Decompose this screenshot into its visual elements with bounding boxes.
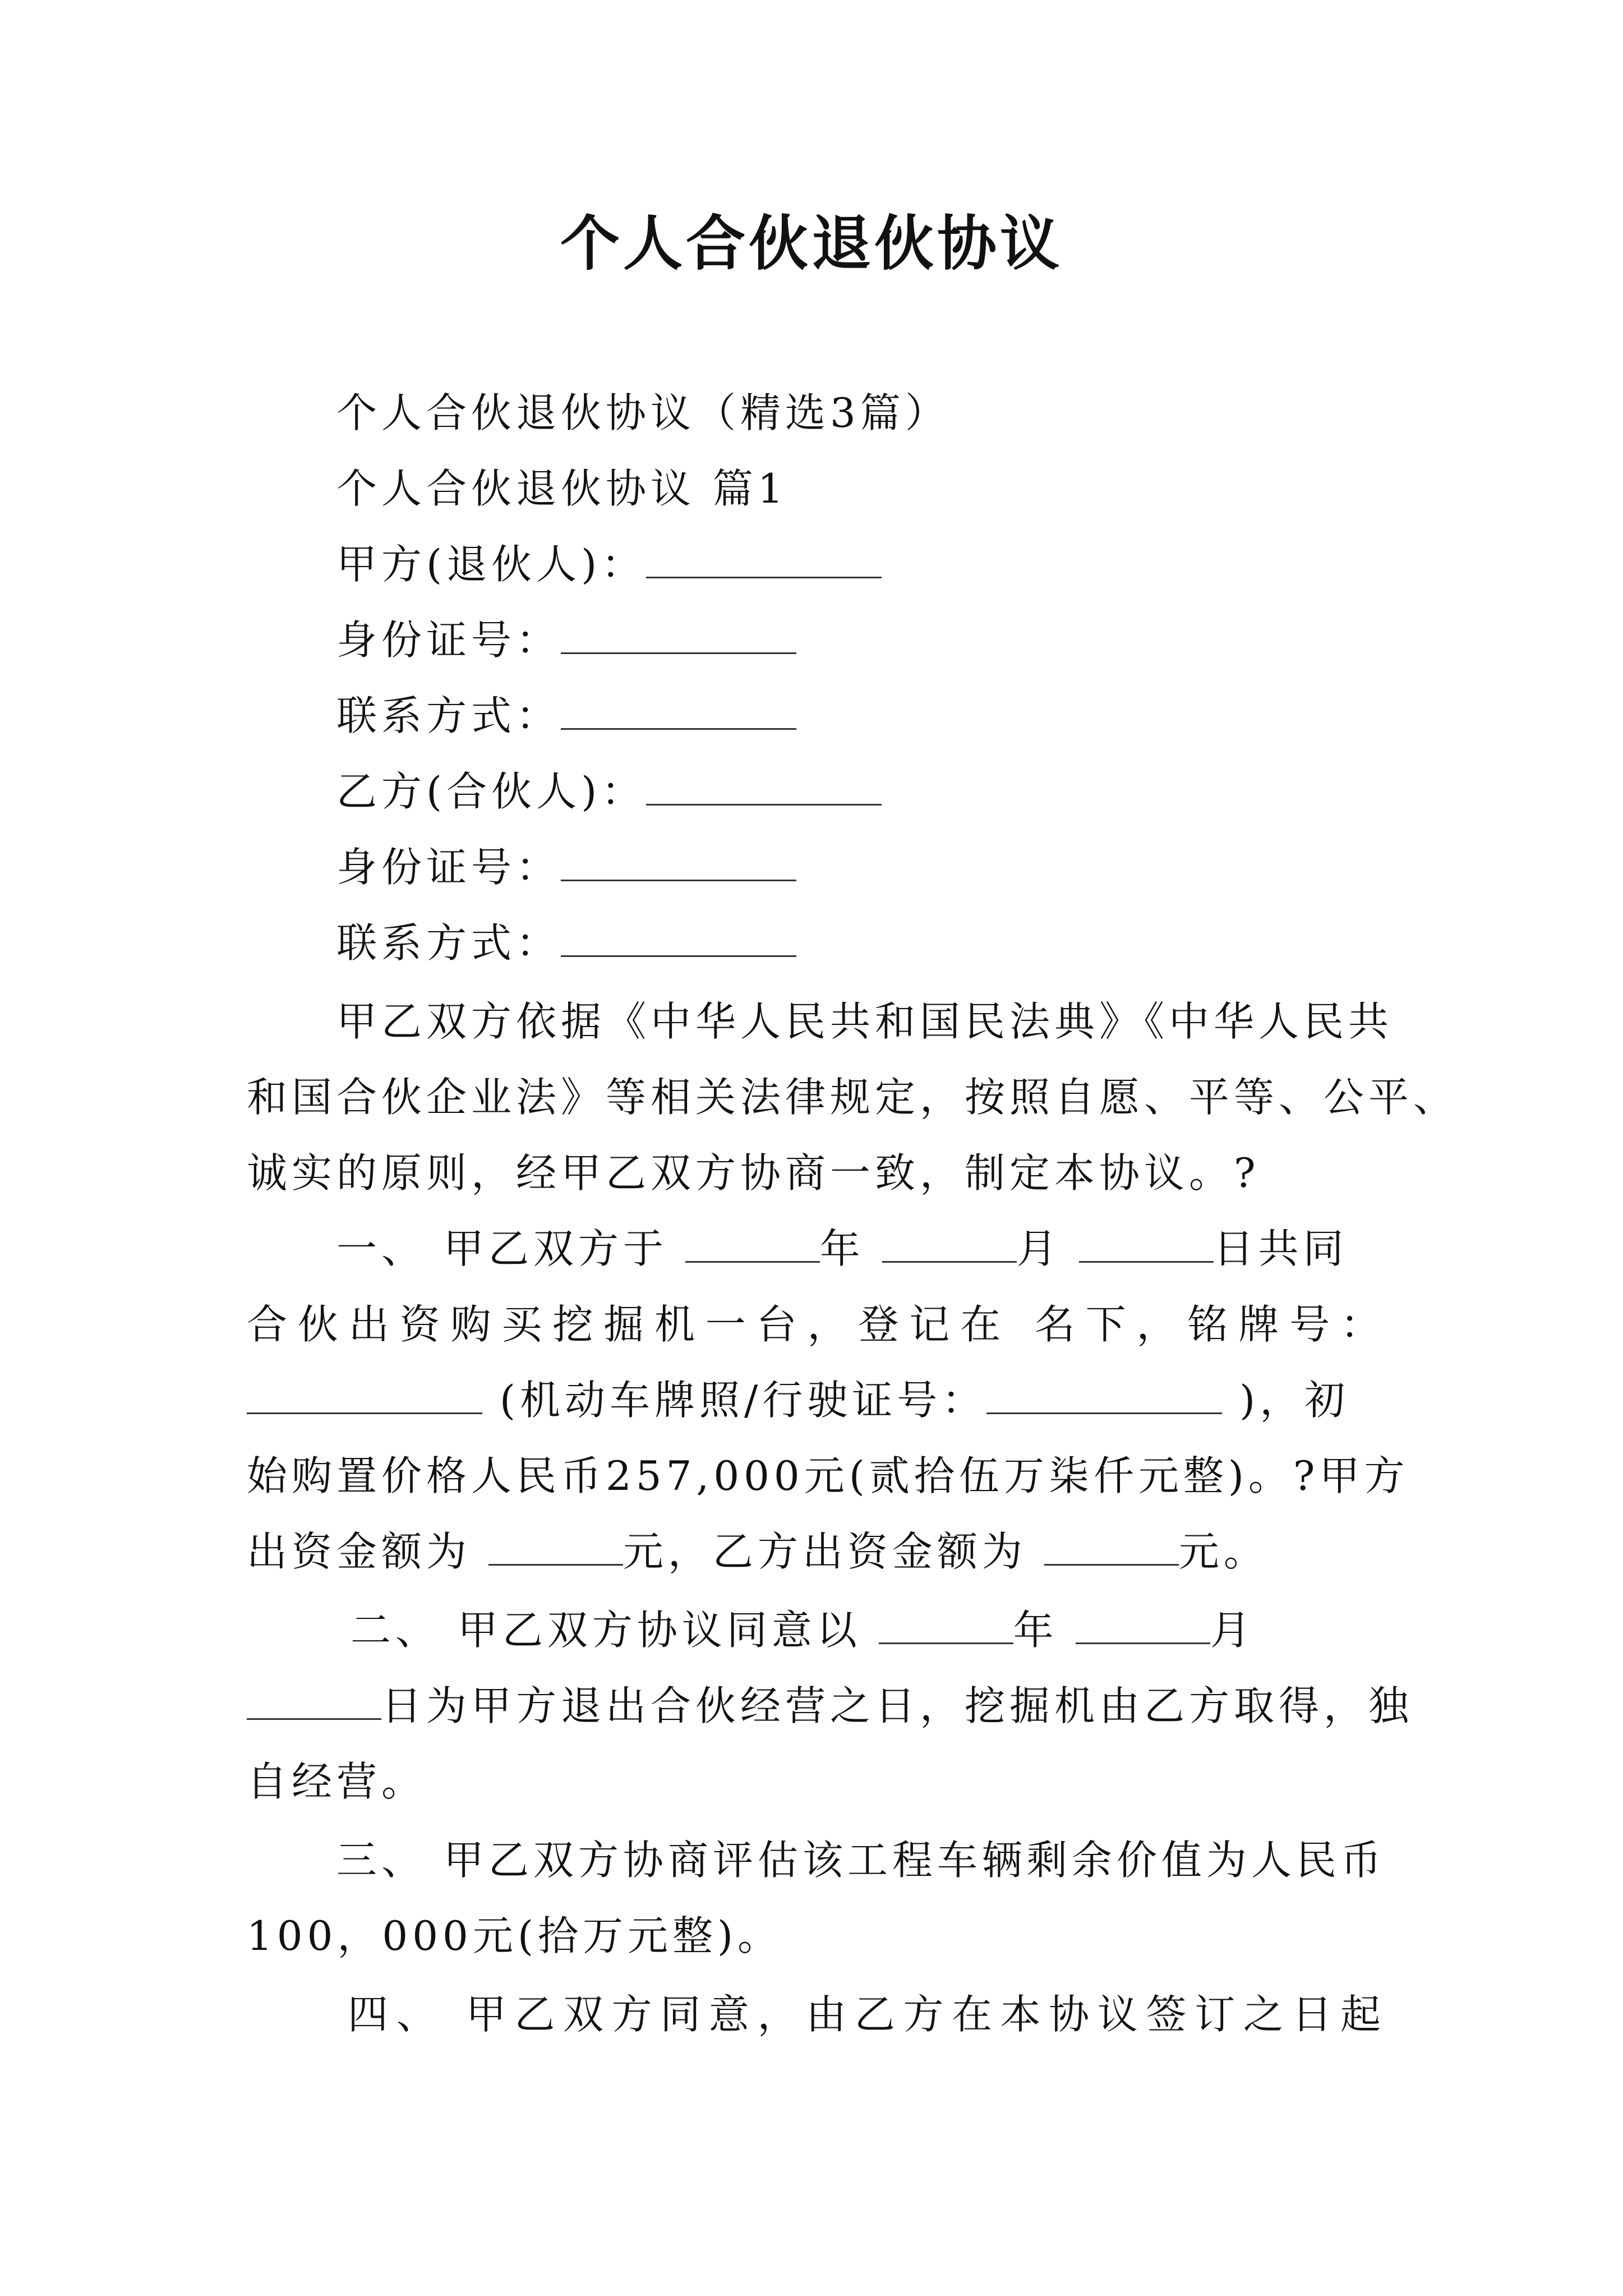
- clause-1-day-text: 日共同: [1213, 1225, 1348, 1272]
- day-blank: [1079, 1258, 1214, 1263]
- party-b-amount-label: 元，乙方出资金额为: [623, 1528, 1027, 1575]
- nameplate-blank: [247, 1409, 482, 1414]
- clause-1-line-3-end: )，初: [1239, 1377, 1350, 1424]
- month-blank: [882, 1258, 1017, 1263]
- party-a-field: [336, 541, 1385, 588]
- clause-2-line-1: [351, 1607, 1385, 1654]
- contact-b-blank: [561, 952, 796, 957]
- id-a-blank: [561, 649, 796, 654]
- id-a-field: [336, 616, 1385, 664]
- clause-1-line-5: [247, 1528, 1385, 1575]
- document-title: 个人合伙退伙协议: [560, 208, 1063, 278]
- clause-2-line-2-text: 日为甲方退出合伙经营之日，挖掘机由乙方取得，独: [381, 1682, 1414, 1729]
- clause-2-text: 二、 甲乙双方协议同意以: [351, 1607, 861, 1654]
- contact-a-label: 联系方式：: [336, 692, 561, 739]
- party-a-blank: [646, 573, 882, 578]
- contact-b-label: 联系方式：: [336, 919, 561, 967]
- year-blank: [685, 1258, 820, 1263]
- license-blank: [986, 1409, 1222, 1414]
- clause-2-year-blank: [879, 1639, 1013, 1644]
- party-b-label: 乙方(合伙人)：: [336, 768, 647, 815]
- month-label: 月: [1016, 1225, 1062, 1272]
- clause-1-line-2: 合伙出资购买挖掘机一台，登记在 名下，铭牌号：: [247, 1301, 1385, 1348]
- preamble-line-2: 和国合伙企业法》等相关法律规定，按照自愿、平等、公平、: [247, 1074, 1459, 1121]
- id-b-label: 身份证号：: [336, 844, 561, 891]
- subtitle: 个人合伙退伙协议（精选3篇）: [336, 389, 950, 436]
- clause-1-line-3: [247, 1377, 1385, 1424]
- clause-2-line-2: [247, 1682, 1414, 1729]
- id-b-field: [336, 844, 1385, 891]
- clause-2-day-blank: [247, 1715, 381, 1720]
- id-b-blank: [561, 876, 796, 881]
- party-b-field: [336, 768, 1385, 815]
- clause-1-line-1: [336, 1225, 1385, 1272]
- year-label: 年: [819, 1225, 865, 1272]
- clause-2-year-label: 年: [1013, 1607, 1058, 1654]
- contact-a-blank: [561, 725, 796, 730]
- license-label: (机动车牌照/行驶证号：: [499, 1377, 987, 1424]
- party-b-amount-blank: [1044, 1561, 1179, 1566]
- contact-b-field: [336, 919, 1385, 967]
- clause-2-line-3: 自经营。: [247, 1758, 427, 1805]
- party-a-amount-label: 出资金额为: [247, 1528, 472, 1575]
- clause-2-month-label: 月: [1210, 1607, 1255, 1654]
- part-heading: 个人合伙退伙协议 篇1: [336, 465, 788, 512]
- amount-unit: 元。: [1178, 1528, 1269, 1575]
- clause-3-line-1: 三、 甲乙双方协商评估该工程车辆剩余价值为人民币: [336, 1837, 1386, 1884]
- clause-2-month-blank: [1076, 1639, 1210, 1644]
- clause-4-line-1: 四、 甲乙双方同意，由乙方在本协议签订之日起: [348, 1991, 1385, 2038]
- id-a-label: 身份证号：: [336, 616, 561, 664]
- clause-1-text: 一、 甲乙双方于: [336, 1225, 668, 1272]
- contact-a-field: [336, 692, 1385, 739]
- clause-1-line-4: 始购置价格人民币257,000元(贰拾伍万柒仟元整)。?甲方: [247, 1452, 1409, 1499]
- party-a-label: 甲方(退伙人)：: [336, 541, 647, 588]
- party-a-amount-blank: [488, 1561, 623, 1566]
- party-b-blank: [646, 800, 882, 806]
- clause-3-line-2: 100，000元(拾万元整)。: [247, 1912, 783, 1959]
- preamble-line-1: 甲乙双方依据《中华人民共和国民法典》《中华人民共: [336, 998, 1394, 1045]
- preamble-line-3: 诚实的原则，经甲乙双方协商一致，制定本协议。?: [247, 1149, 1260, 1197]
